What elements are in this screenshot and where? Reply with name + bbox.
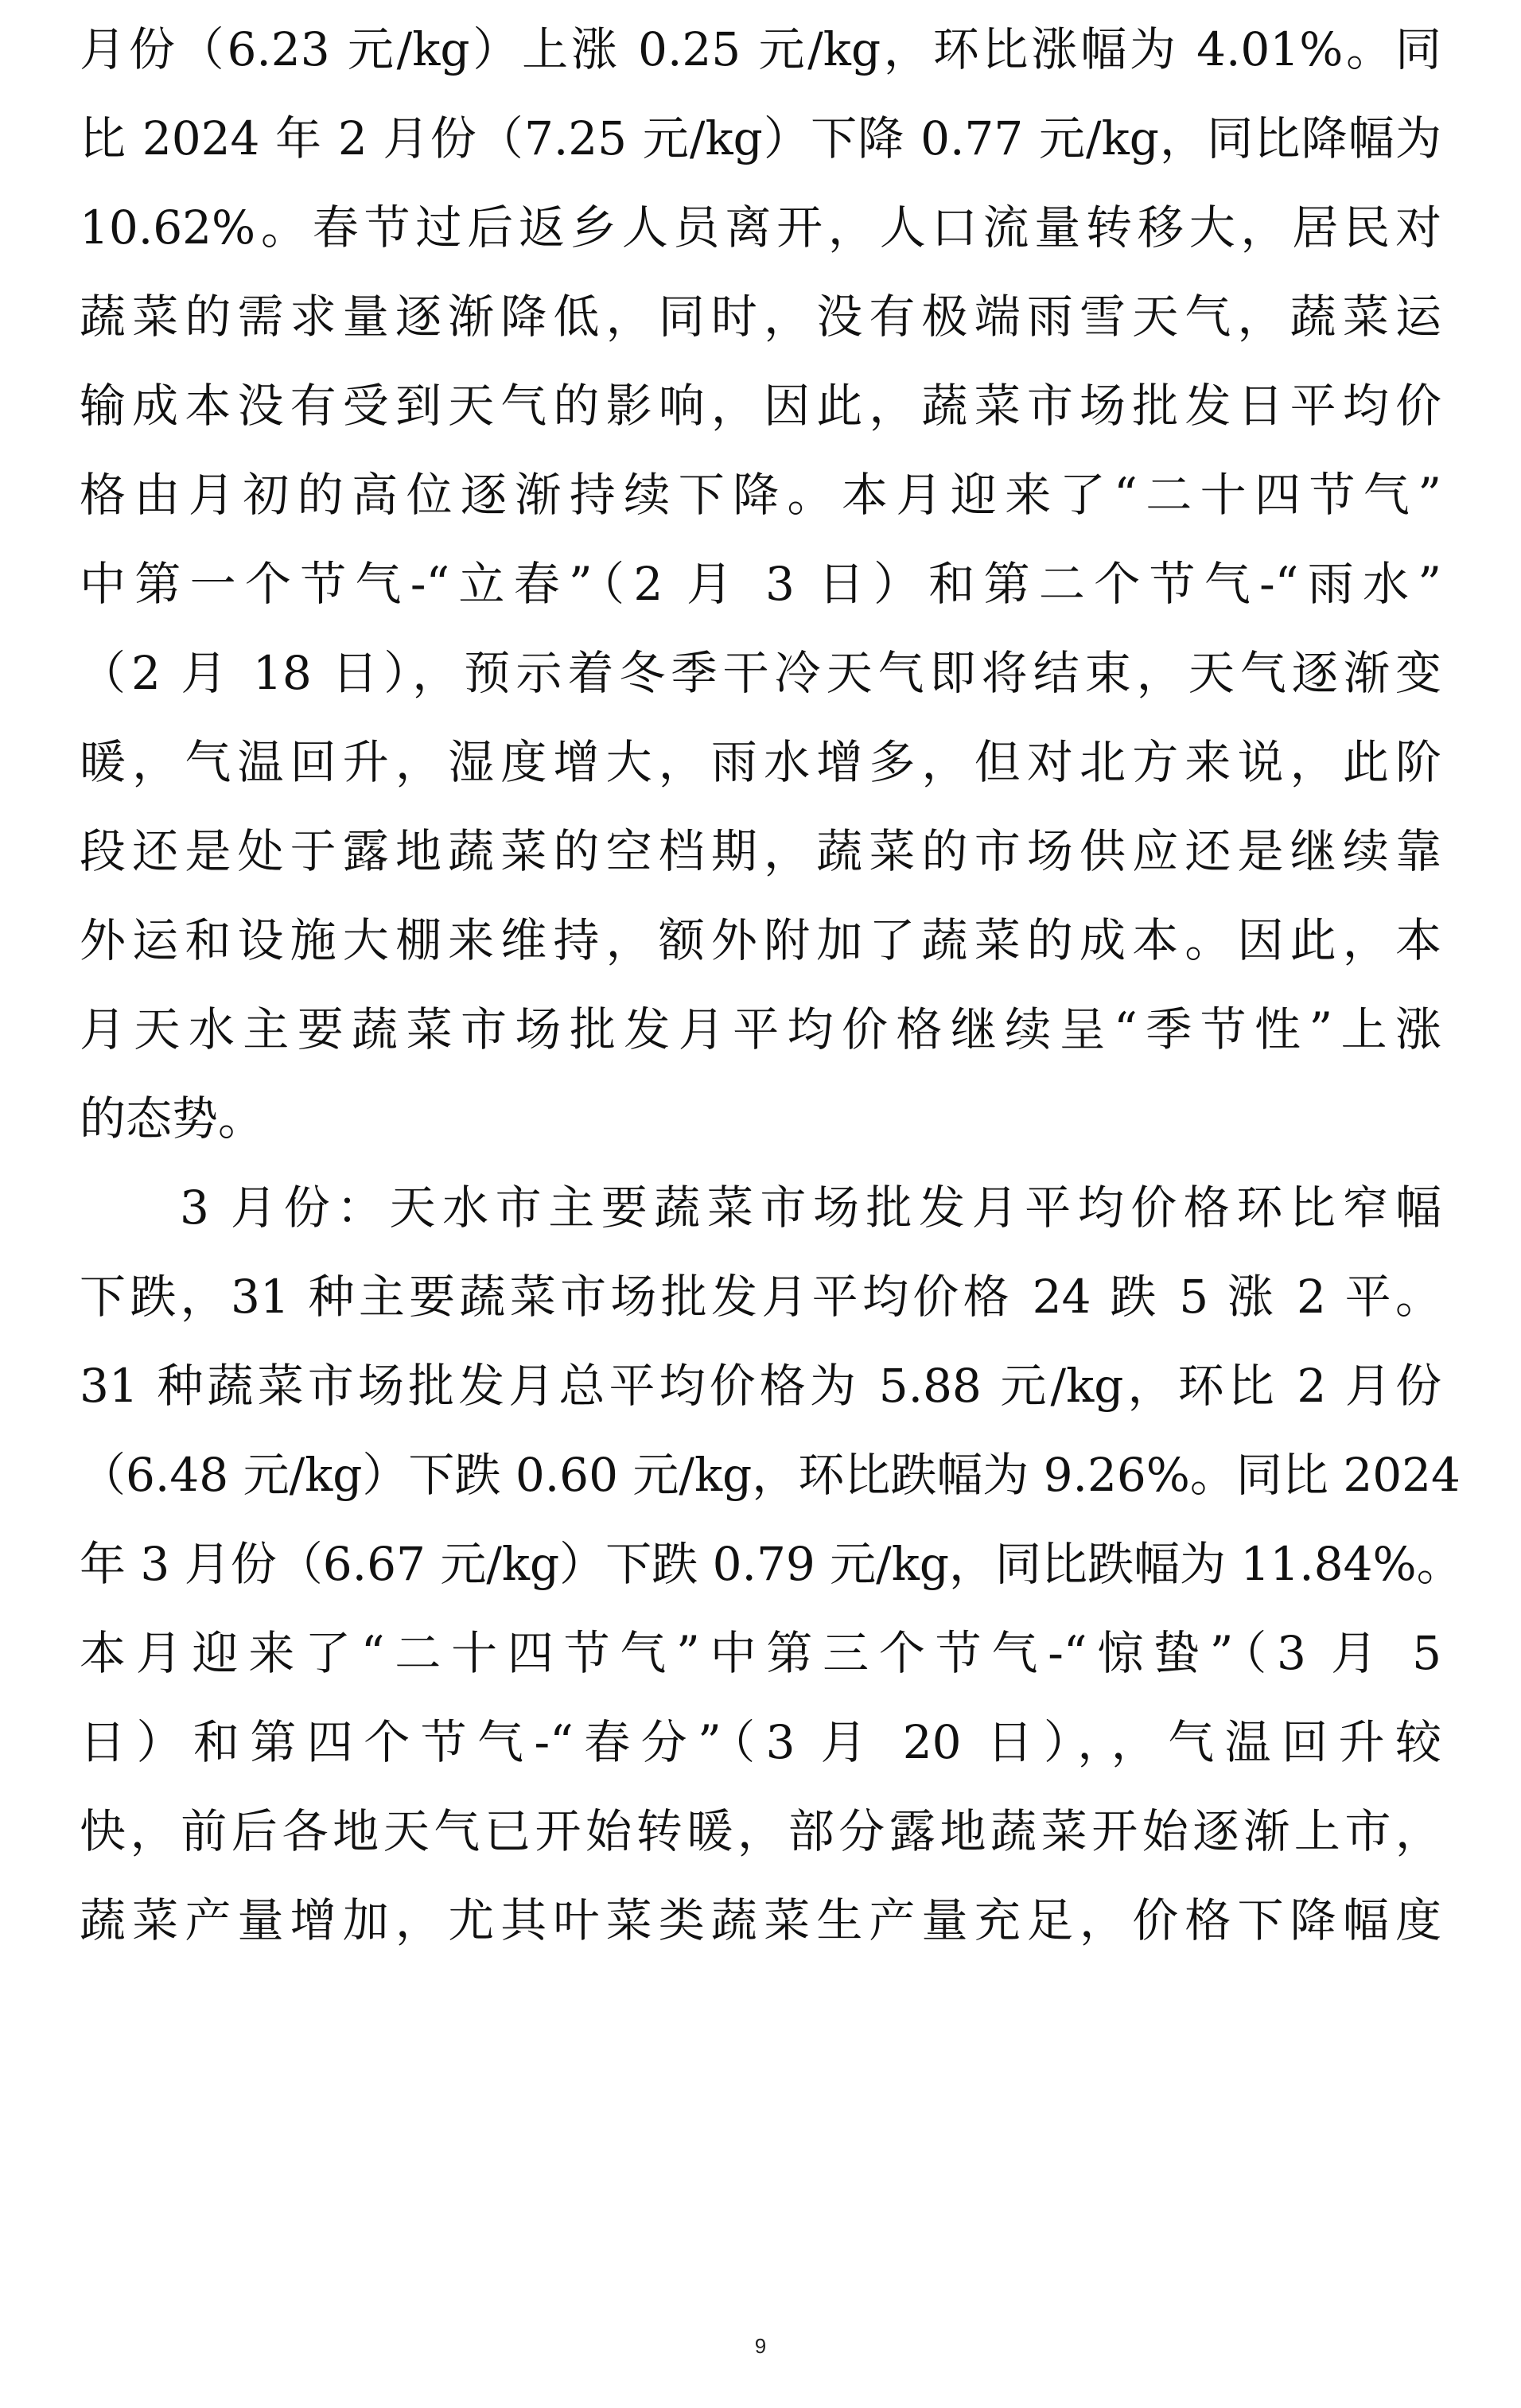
text-line: 比 2024 年 2 月份（7.25 元/kg）下降 0.77 元/kg，同比降幅为 [80, 111, 1441, 165]
text-line: 本月迎来了“二十四节气”中第三个节气-“惊蛰”（3 月 5 [80, 1626, 1441, 1680]
text-line: 蔬菜的需求量逐渐降低，同时，没有极端雨雪天气，蔬菜运 [80, 290, 1441, 344]
text-line: 3 月份：天水市主要蔬菜市场批发月平均价格环比窄幅 [180, 1181, 1441, 1235]
text-line: 31 种蔬菜市场批发月总平均价格为 5.88 元/kg，环比 2 月份 [80, 1359, 1441, 1413]
text-line: 外运和设施大棚来维持，额外附加了蔬菜的成本。因此，本 [80, 913, 1441, 967]
page-number: 9 [754, 2334, 767, 2358]
text-line: 年 3 月份（6.67 元/kg）下跌 0.79 元/kg，同比跌幅为 11.84%。 [80, 1537, 1463, 1591]
text-line: 下跌，31 种主要蔬菜市场批发月平均价格 24 跌 5 涨 2 平。 [80, 1270, 1441, 1324]
text-line: 暖，气温回升，湿度增大，雨水增多，但对北方来说，此阶 [80, 735, 1441, 789]
text-line: （2 月 18 日），预示着冬季干冷天气即将结束，天气逐渐变 [80, 646, 1441, 700]
text-line: 日）和第四个节气-“春分”（3 月 20 日），，气温回升较 [80, 1715, 1441, 1769]
text-line: 的态势。 [80, 1091, 265, 1146]
text-line: 输成本没有受到天气的影响，因此，蔬菜市场批发日平均价 [80, 379, 1441, 433]
text-line: 格由月初的高位逐渐持续下降。本月迎来了“二十四节气” [80, 468, 1441, 522]
text-line: 10.62%。春节过后返乡人员离开，人口流量转移大，居民对 [80, 200, 1441, 255]
text-line: 快，前后各地天气已开始转暖，部分露地蔬菜开始逐渐上市， [80, 1804, 1441, 1858]
text-line: 月天水主要蔬菜市场批发月平均价格继续呈“季节性”上涨 [80, 1002, 1441, 1056]
text-line: （6.48 元/kg）下跌 0.60 元/kg，环比跌幅为 9.26%。同比 2024 [80, 1448, 1461, 1502]
text-line: 中第一个节气-“立春”（2 月 3 日）和第二个节气-“雨水” [80, 557, 1441, 611]
text-line: 蔬菜产量增加，尤其叶菜类蔬菜生产量充足，价格下降幅度 [80, 1893, 1441, 1947]
text-line: 段还是处于露地蔬菜的空档期，蔬菜的市场供应还是继续靠 [80, 824, 1441, 878]
text-line: 月份（6.23 元/kg）上涨 0.25 元/kg，环比涨幅为 4.01%。同 [80, 22, 1441, 76]
